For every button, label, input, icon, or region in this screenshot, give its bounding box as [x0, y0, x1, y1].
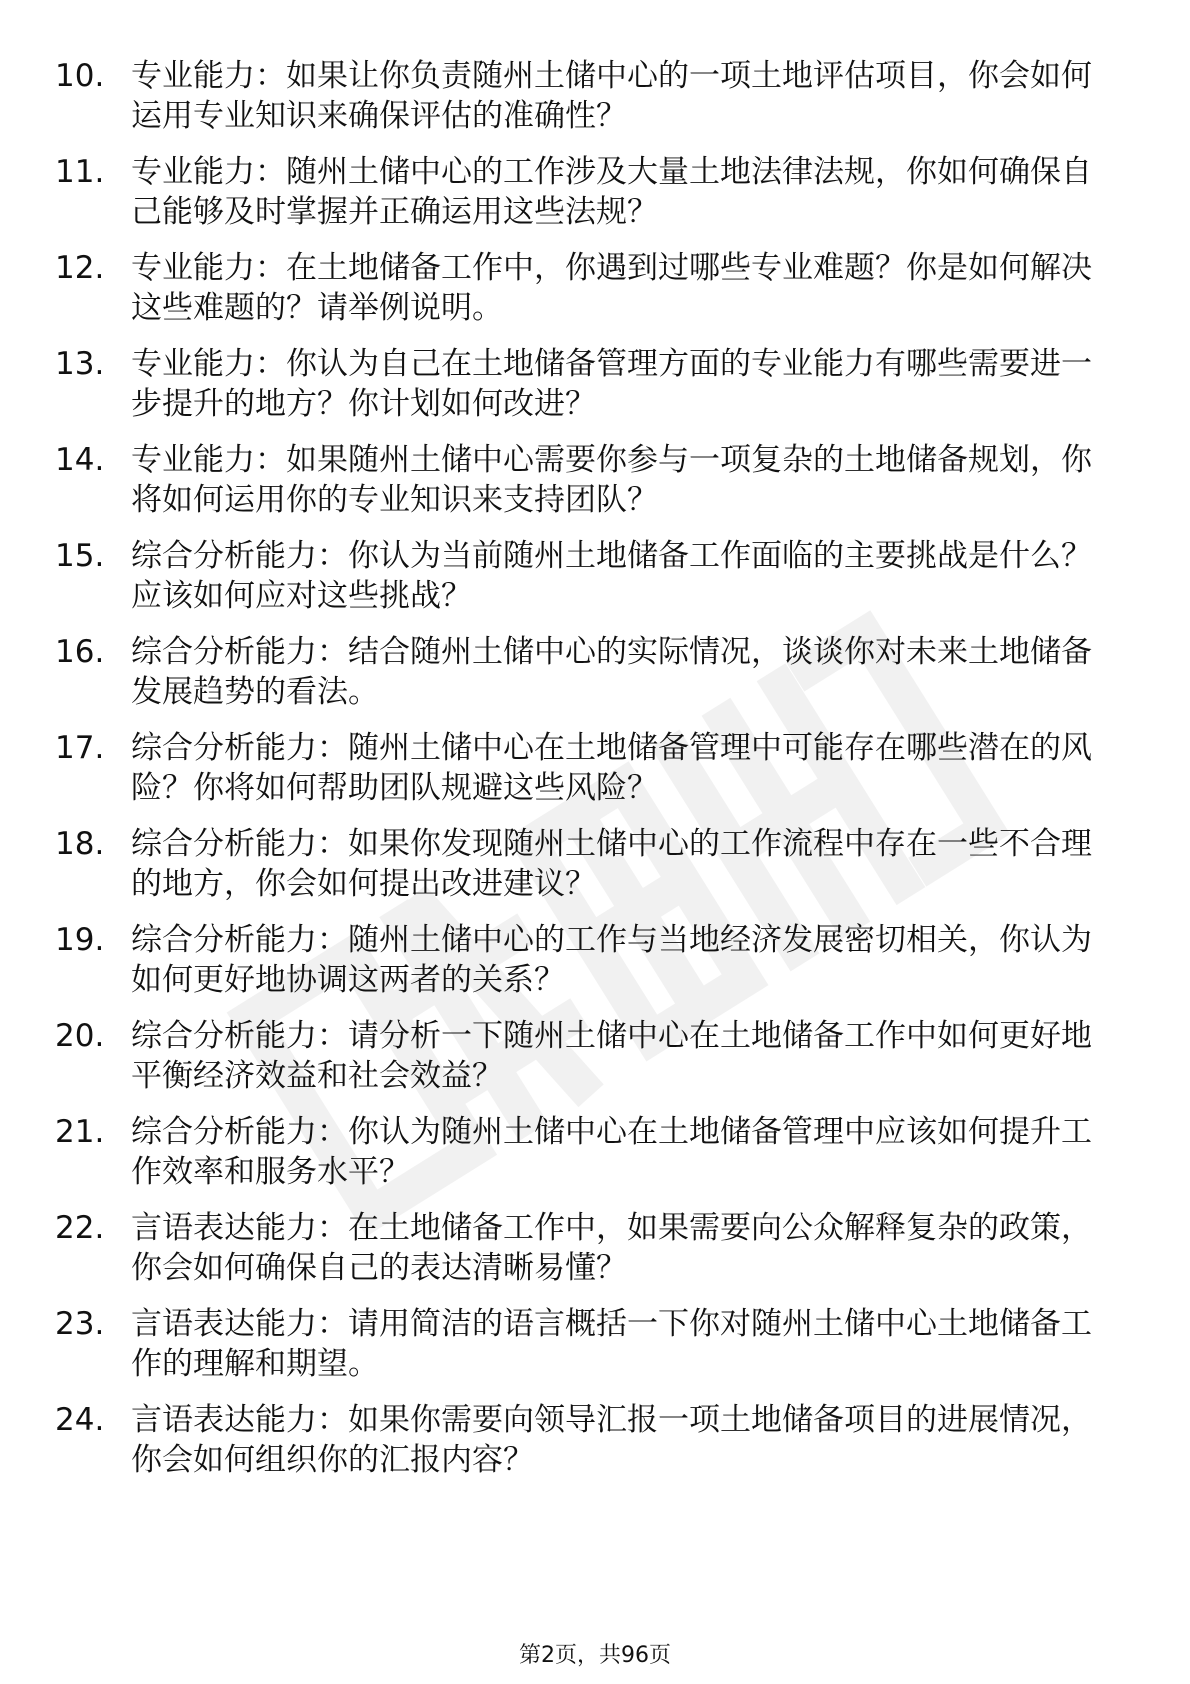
question-number: 15. [55, 538, 105, 574]
question-list [55, 56, 1135, 1496]
question-text: 综合分析能力：你认为当前随州土地储备工作面临的主要挑战是什么？应该如何应对这些挑战？ [131, 538, 1092, 614]
question-text: 言语表达能力：在土地储备工作中，如果需要向公众解释复杂的政策，你会如何确保自己的表达清晰易懂？ [131, 1210, 1092, 1286]
question-number: 19. [55, 922, 105, 958]
question-text: 综合分析能力：随州土储中心的工作与当地经济发展密切相关，你认为如何更好地协调这两者的关系？ [131, 922, 1092, 998]
question-text: 综合分析能力：如果你发现随州土储中心的工作流程中存在一些不合理的地方，你会如何提出改进建议？ [131, 826, 1092, 902]
question-number: 17. [55, 730, 105, 766]
question-text: 专业能力：在土地储备工作中，你遇到过哪些专业难题？你是如何解决这些难题的？请举例说明。 [131, 250, 1092, 326]
question-text: 言语表达能力：请用简洁的语言概括一下你对随州土储中心土地储备工作的理解和期望。 [131, 1306, 1092, 1382]
question-text: 专业能力：随州土储中心的工作涉及大量土地法律法规，你如何确保自己能够及时掌握并正确运用这些法规？ [131, 154, 1092, 230]
question-text: 综合分析能力：你认为随州土储中心在土地储备管理中应该如何提升工作效率和服务水平？ [131, 1114, 1092, 1190]
question-number: 23. [55, 1306, 105, 1342]
question-item [55, 632, 1135, 728]
question-item [55, 440, 1135, 536]
question-item [55, 56, 1135, 152]
question-item [55, 1400, 1135, 1496]
question-text: 专业能力：如果随州土储中心需要你参与一项复杂的土地储备规划，你将如何运用你的专业知识来支持团队？ [131, 442, 1092, 518]
question-item [55, 920, 1135, 1016]
question-item [55, 536, 1135, 632]
question-item [55, 248, 1135, 344]
question-number: 12. [55, 250, 105, 286]
question-number: 18. [55, 826, 105, 862]
question-number: 21. [55, 1114, 105, 1150]
question-number: 13. [55, 346, 105, 382]
question-number: 16. [55, 634, 105, 670]
question-item [55, 152, 1135, 248]
question-text: 言语表达能力：如果你需要向领导汇报一项土地储备项目的进展情况，你会如何组织你的汇报内容？ [131, 1402, 1092, 1478]
question-item [55, 1304, 1135, 1400]
question-number: 24. [55, 1402, 105, 1438]
question-text: 综合分析能力：随州土储中心在土地储备管理中可能存在哪些潜在的风险？你将如何帮助团队规避这些风险？ [131, 730, 1092, 806]
question-text: 专业能力：如果让你负责随州土储中心的一项土地评估项目，你会如何运用专业知识来确保评估的准确性？ [131, 58, 1092, 134]
question-number: 14. [55, 442, 105, 478]
question-number: 10. [55, 58, 105, 94]
question-text: 综合分析能力：结合随州土储中心的实际情况，谈谈你对未来土地储备发展趋势的看法。 [131, 634, 1092, 710]
question-item [55, 824, 1135, 920]
page-footer: 第2页，共96页 [519, 1643, 671, 1668]
question-item [55, 1208, 1135, 1304]
question-text: 综合分析能力：请分析一下随州土储中心在土地储备工作中如何更好地平衡经济效益和社会效益？ [131, 1018, 1092, 1094]
question-item [55, 1112, 1135, 1208]
question-item [55, 344, 1135, 440]
question-text: 专业能力：你认为自己在土地储备管理方面的专业能力有哪些需要进一步提升的地方？你计划如何改进？ [131, 346, 1092, 422]
question-item [55, 1016, 1135, 1112]
question-item [55, 728, 1135, 824]
question-number: 22. [55, 1210, 105, 1246]
question-number: 11. [55, 154, 105, 190]
question-number: 20. [55, 1018, 105, 1054]
